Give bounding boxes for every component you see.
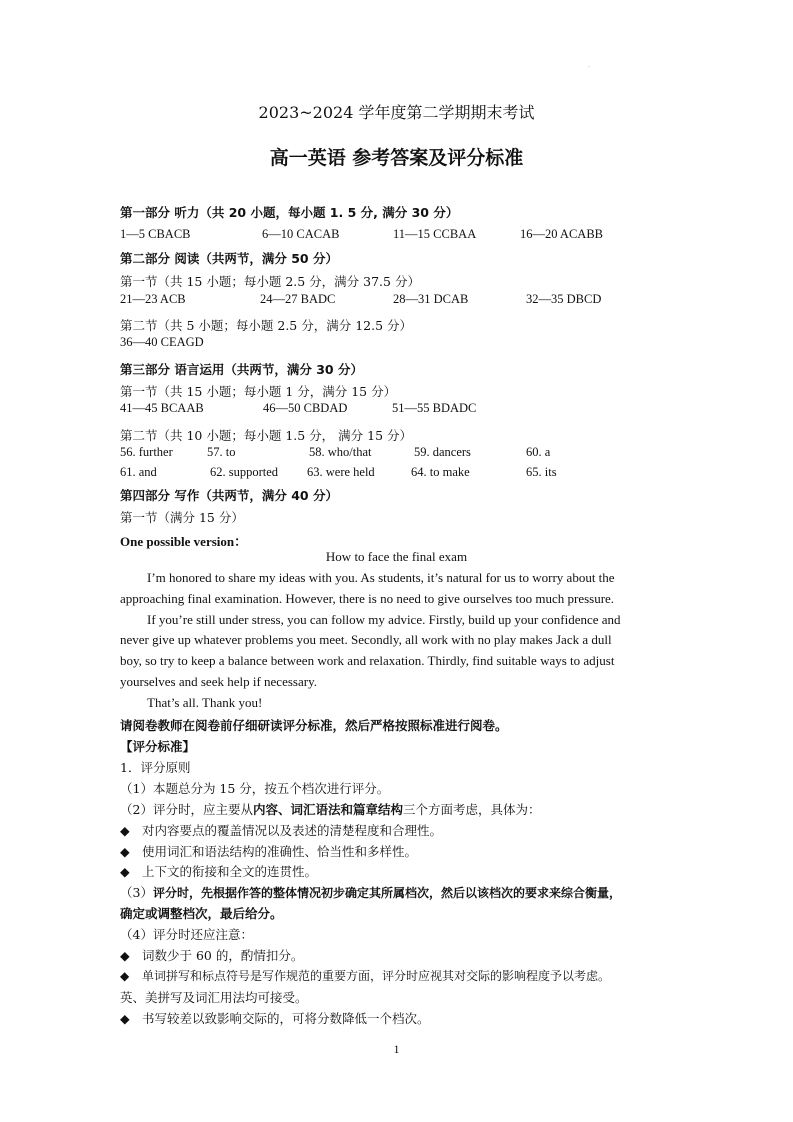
diamond-bullet-icon: ◆ (120, 823, 130, 838)
essay-title: How to face the final exam (325, 549, 468, 564)
answer-59: 59. dancers (414, 445, 471, 459)
essay-line: That’s all. Thank you! (147, 695, 263, 710)
exam-title: 2023~2024 学年度第二学期期末考试 (258, 103, 535, 122)
part1-heading: 第一部分 听力（共 20 小题，每小题 1. 5 分, 满分 30 分） (120, 205, 459, 220)
essay-line: If you’re still under stress, you can follow my advice. Firstly, build up your confidence and (147, 612, 621, 627)
diamond-bullet-icon: ◆ (120, 844, 130, 859)
rule-3-cont: 确定或调整档次，最后给分。 (120, 906, 283, 921)
essay-line: I’m honored to share my ideas with you. As students, it’s natural for us to worry about the (147, 570, 615, 585)
teacher-note: 请阅卷教师在阅卷前仔细研读评分标准，然后严格按照标准进行阅卷。 (120, 718, 508, 733)
diamond-bullet-icon: ◆ (120, 864, 130, 879)
answer-16-20: 16—20 ACABB (520, 227, 604, 241)
answer-62: 62. supported (210, 465, 279, 479)
answer-56: 56. further (120, 445, 173, 459)
part2-sec1-note: 第一节（共 15 小题；每小题 2.5 分，满分 37.5 分） (120, 274, 420, 289)
answer-64: 64. to make (411, 465, 470, 479)
essay-line: boy, so try to keep a balance between work and relaxation. Thirdly, find suitable ways to adjust (120, 653, 615, 668)
corner-dot: · (588, 64, 590, 71)
page-title: 高一英语 参考答案及评分标准 (269, 147, 524, 169)
answer-24-27: 24—27 BADC (260, 292, 336, 306)
answer-11-15: 11—15 CCBAA (393, 227, 477, 241)
bullet-item: ◆ 对内容要点的覆盖情况以及表述的清楚程度和合理性。 (120, 823, 443, 838)
answer-32-35: 32—35 DBCD (526, 292, 602, 306)
answer-6-10: 6—10 CACAB (262, 227, 340, 241)
part2-sec2-note: 第二节（共 5 小题；每小题 2.5 分，满分 12.5 分） (120, 318, 413, 333)
answer-1-5: 1—5 CBACB (120, 227, 191, 241)
part2-heading: 第二部分 阅读（共两节，满分 50 分） (120, 251, 338, 266)
criteria-heading: 【评分标准】 (120, 739, 196, 754)
answer-46-50: 46—50 CBDAD (263, 401, 348, 415)
answer-61: 61. and (120, 465, 157, 479)
answer-60: 60. a (526, 445, 551, 459)
answer-57: 57. to (207, 445, 236, 459)
bullet-item-cont: 英、美拼写及词汇用法均可接受。 (120, 990, 308, 1005)
answer-65: 65. its (526, 465, 557, 479)
answer-28-31: 28—31 DCAB (393, 292, 469, 306)
part3-sec1-note: 第一节（共 15 小题；每小题 1 分，满分 15 分） (120, 384, 397, 399)
essay-line: yourselves and seek help if necessary. (120, 674, 317, 689)
essay-line: never give up whatever problems you meet. Secondly, all work with no play makes Jack a dull (120, 632, 612, 647)
part4-heading: 第四部分 写作（共两节，满分 40 分） (120, 488, 338, 503)
bullet-item: ◆ 书写较差以致影响交际的，可将分数降低一个档次。 (120, 1011, 430, 1026)
answer-41-45: 41—45 BCAAB (120, 401, 204, 415)
page-number: 1 (393, 1042, 400, 1056)
answer-36-40: 36—40 CEAGD (120, 335, 204, 349)
bullet-item: ◆ 单词拼写和标点符号是写作规范的重要方面，评分时应视其对交际的影响程度予以考虑。 (120, 969, 611, 983)
diamond-bullet-icon: ◆ (120, 969, 130, 983)
diamond-bullet-icon: ◆ (120, 1011, 130, 1026)
rule-2: （2）评分时，应主要从内容、词汇语法和篇章结构三个方面考虑，具体为： (120, 802, 541, 817)
rule-4: （4）评分时还应注意： (120, 927, 253, 942)
answer-51-55: 51—55 BDADC (392, 401, 477, 415)
principle-heading: 1．评分原则 (120, 760, 191, 775)
part3-heading: 第三部分 语言运用（共两节，满分 30 分） (120, 362, 363, 377)
part3-sec2-note: 第二节（共 10 小题；每小题 1.5 分， 满分 15 分） (120, 428, 413, 443)
essay-line: approaching final examination. However, there is no need to give ourselves too much pressure. (120, 591, 615, 606)
bullet-item: ◆ 使用词汇和语法结构的准确性、恰当性和多样性。 (120, 844, 418, 859)
diamond-bullet-icon: ◆ (120, 948, 130, 963)
answer-21-23: 21—23 ACB (120, 292, 186, 306)
answer-58: 58. who/that (309, 445, 372, 459)
answer-63: 63. were held (307, 465, 375, 479)
rule-3: （3）评分时，先根据作答的整体情况初步确定其所属档次，然后以该档次的要求来综合衡量， (120, 885, 621, 900)
part4-sec1-note: 第一节（满分 15 分） (120, 510, 244, 525)
bullet-item: ◆ 上下文的衔接和全文的连贯性。 (120, 864, 318, 879)
version-label: One possible version： (120, 534, 248, 549)
rule-1: （1）本题总分为 15 分，按五个档次进行评分。 (120, 781, 390, 796)
bullet-item: ◆ 词数少于 60 的，酌情扣分。 (120, 948, 304, 963)
